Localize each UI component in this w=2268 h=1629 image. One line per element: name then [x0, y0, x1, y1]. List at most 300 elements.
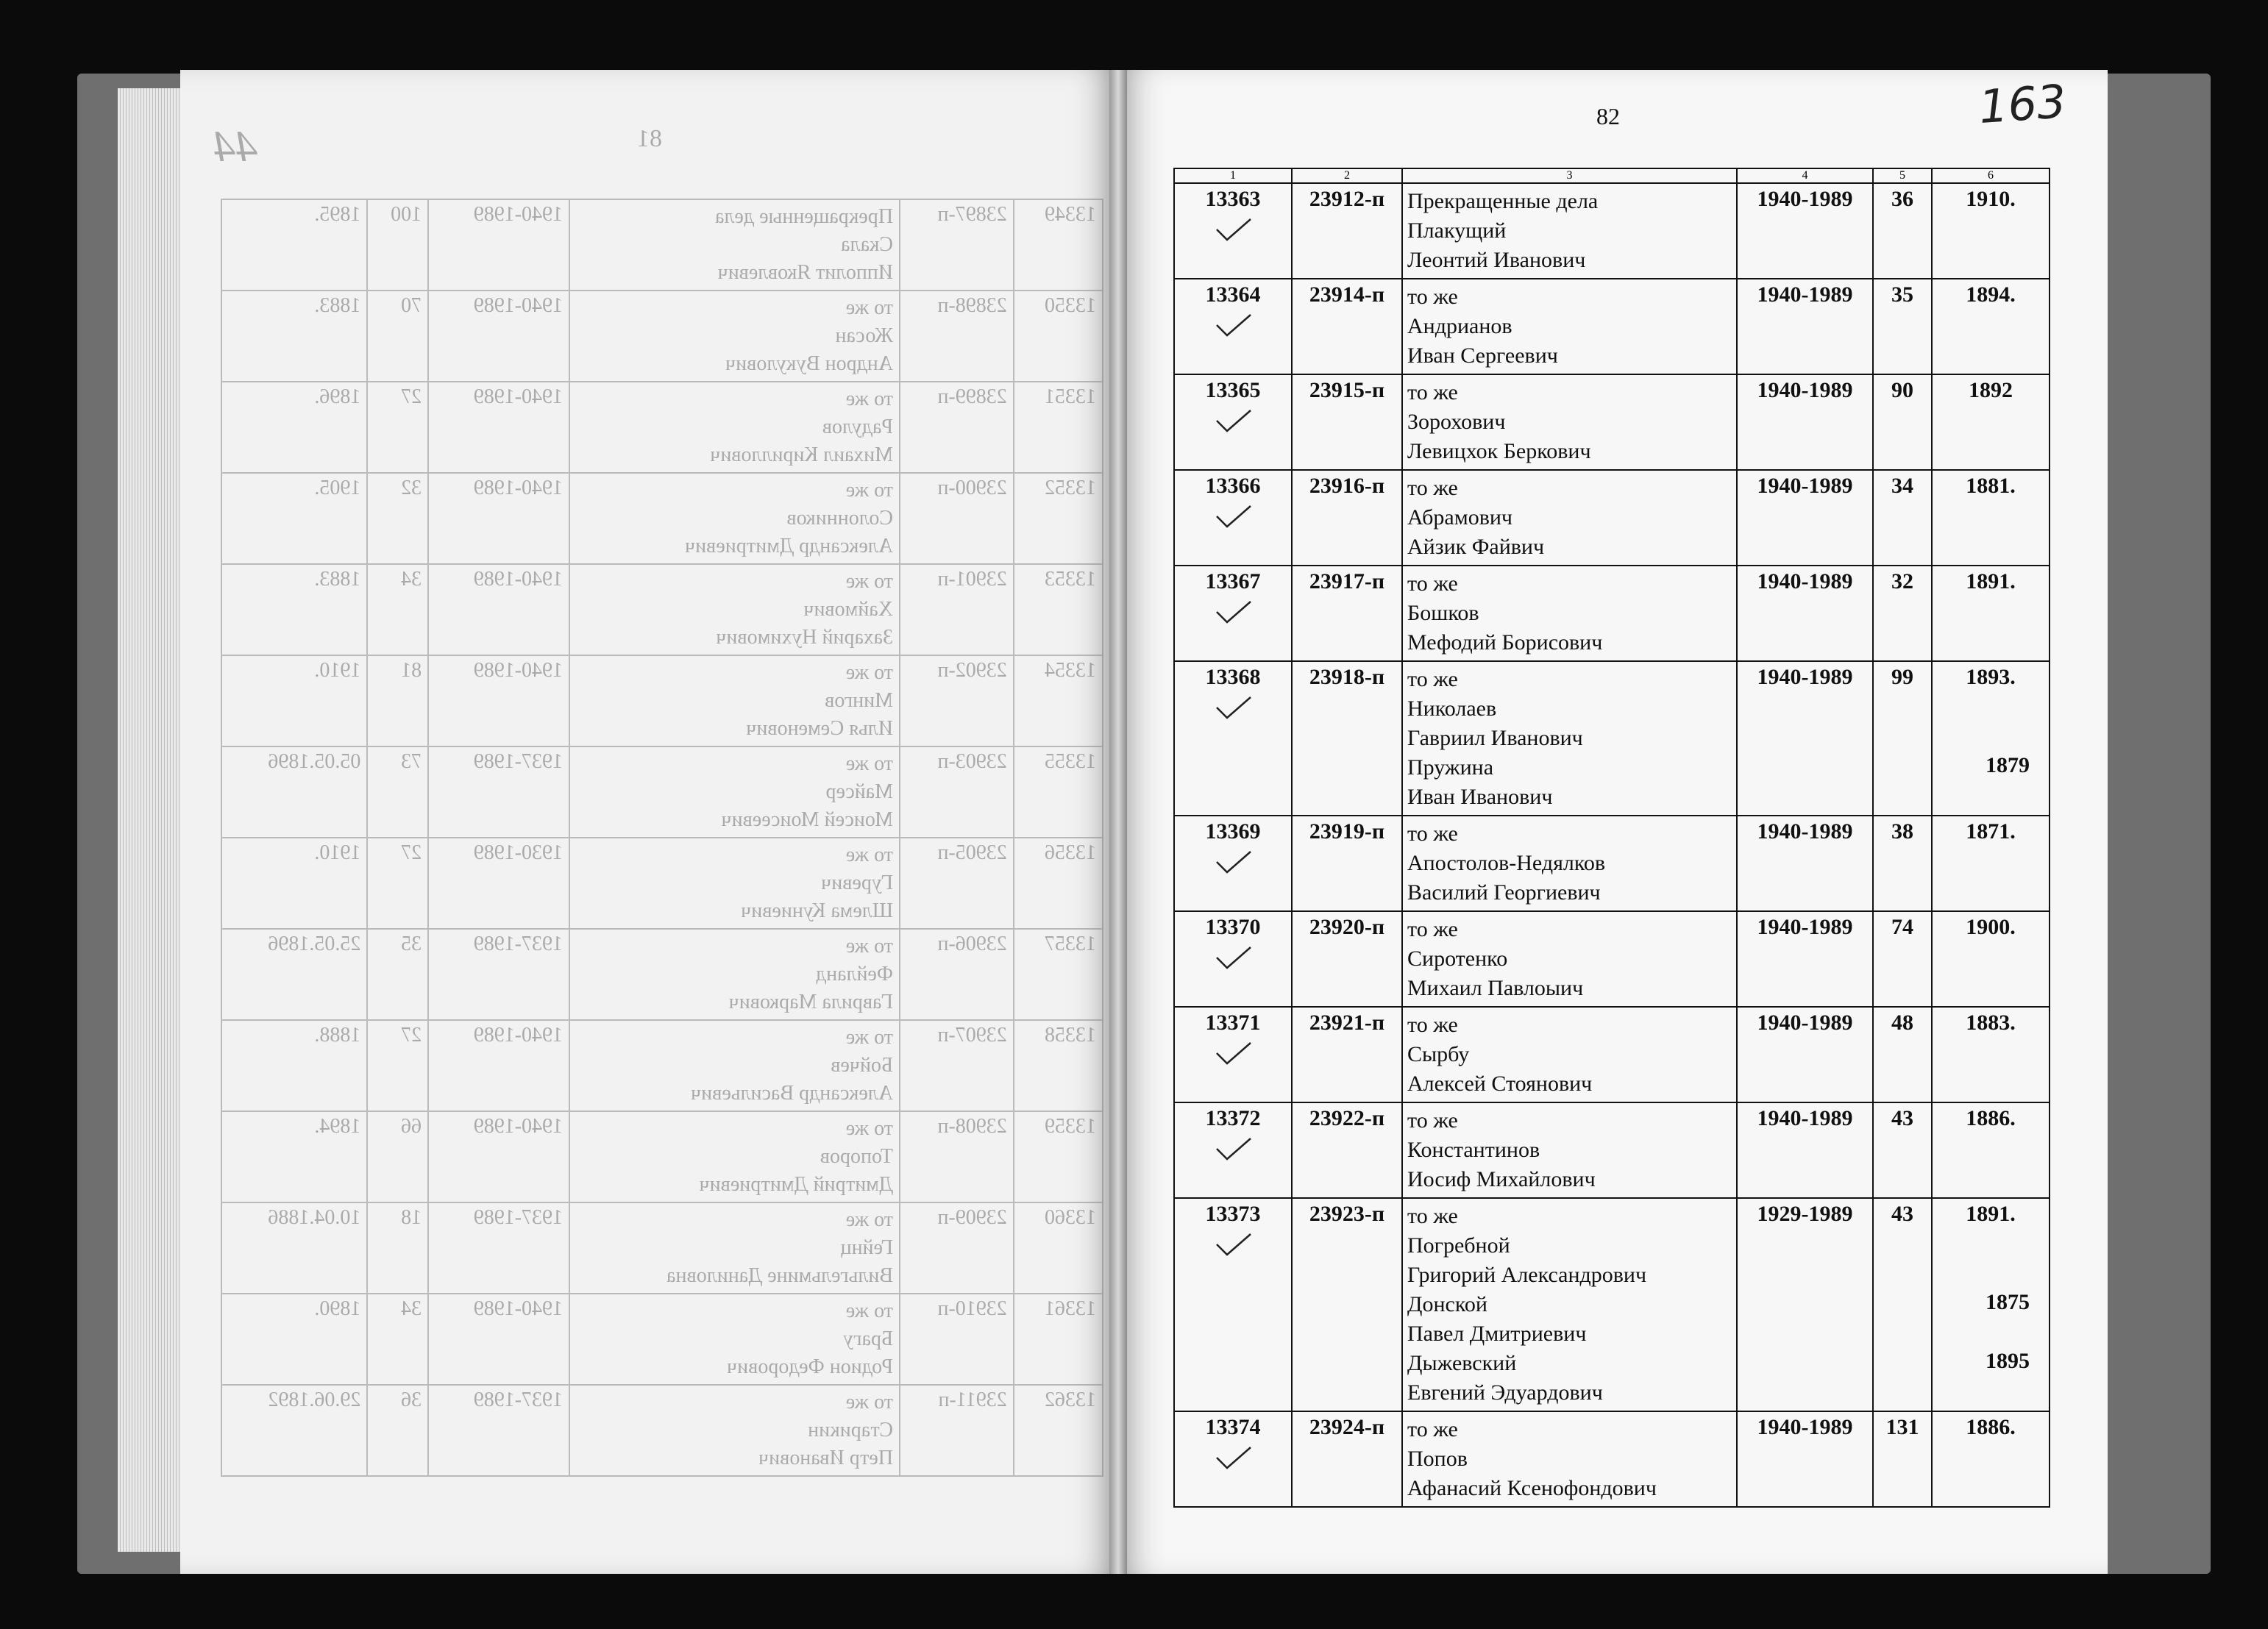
count-cell: 35: [1873, 279, 1932, 374]
ghost-count: 81: [367, 655, 428, 746]
ghost-record-number: 13356: [1014, 838, 1103, 929]
ghost-case-code: 23911-п: [900, 1385, 1014, 1476]
years-cell: 1940-1989: [1737, 566, 1873, 661]
ghost-name-line: то же: [845, 479, 894, 502]
name-line: Плакущий: [1407, 218, 1507, 243]
ghost-birth: 29.06.1892: [221, 1385, 367, 1476]
column-number-1: 1: [1174, 168, 1292, 183]
ghost-years: 1937-1989: [428, 929, 569, 1020]
years-cell: 1940-1989: [1737, 661, 1873, 816]
ghost-name-line: Дмитрий Дмитриевич: [699, 1173, 894, 1196]
ghost-name-line: Илья Семенович: [746, 717, 894, 740]
record-number-cell: [1174, 1007, 1292, 1102]
record-number: 13364: [1205, 282, 1261, 307]
name-line: Левицхок Беркович: [1407, 439, 1591, 463]
ghost-record-number: 13350: [1014, 290, 1103, 382]
name-line: Афанасий Ксенофондович: [1407, 1476, 1657, 1500]
ghost-row: [221, 1294, 1103, 1385]
ghost-record-number: 13359: [1014, 1111, 1103, 1202]
record-number: 13368: [1205, 665, 1261, 689]
register-table-container: [1173, 168, 2049, 1508]
ghost-name-line: Вильгельмине Даниловна: [666, 1264, 894, 1287]
ghost-count: 34: [367, 1294, 428, 1385]
case-code-cell: 23916-п: [1292, 470, 1402, 566]
table-row: [1174, 1007, 2050, 1102]
ghost-names: [569, 199, 900, 290]
checkmark-icon: [1211, 1136, 1255, 1162]
name-line: Айзик Файвич: [1407, 535, 1545, 559]
table-row: [1174, 566, 2050, 661]
ghost-case-code: 23902-п: [900, 655, 1014, 746]
birth-year: 1871.: [1966, 819, 2016, 844]
ghost-birth: 1883.: [221, 564, 367, 655]
ghost-birth: 05.05.1896: [221, 746, 367, 838]
column-number-2: 2: [1292, 168, 1402, 183]
ghost-record-number: 13362: [1014, 1385, 1103, 1476]
name-line: Абрамович: [1407, 505, 1513, 530]
ghost-record-number: 13353: [1014, 564, 1103, 655]
count-cell: 32: [1873, 566, 1932, 661]
ghost-name-line: то же: [845, 1026, 894, 1049]
name-line: то же: [1407, 1013, 1458, 1037]
ghost-record-number: 13357: [1014, 929, 1103, 1020]
ghost-count: 27: [367, 1020, 428, 1111]
years-cell: 1940-1989: [1737, 183, 1873, 279]
name-line: Мефодий Борисович: [1407, 630, 1603, 655]
ghost-birth: 1895.: [221, 199, 367, 290]
birth-year: 1881.: [1966, 474, 2016, 498]
checkmark-icon: [1211, 1231, 1255, 1258]
case-code-cell: 23918-п: [1292, 661, 1402, 816]
names-cell: [1402, 1102, 1737, 1198]
ghost-name-line: то же: [845, 844, 894, 866]
ghost-case-code: 23910-п: [900, 1294, 1014, 1385]
ghost-record-number: 13354: [1014, 655, 1103, 746]
years-cell: 1940-1989: [1737, 816, 1873, 911]
birth-year-cell: [1932, 661, 2050, 816]
ghost-names: [569, 564, 900, 655]
name-line: Андрианов: [1407, 314, 1512, 338]
case-code-cell: 23912-п: [1292, 183, 1402, 279]
ghost-record-number: 13352: [1014, 473, 1103, 564]
right-page-number: 82: [1596, 103, 1620, 129]
ghost-years: 1940-1989: [428, 1111, 569, 1202]
ghost-row: [221, 1111, 1103, 1202]
ghost-name-line: то же: [845, 1208, 894, 1231]
ghost-row: [221, 199, 1103, 290]
ghost-record-number: 13360: [1014, 1202, 1103, 1294]
left-page-bleedthrough: [199, 118, 1103, 1469]
ghost-count: 70: [367, 290, 428, 382]
record-number: 13371: [1205, 1010, 1261, 1035]
ghost-record-number: 13351: [1014, 382, 1103, 473]
ghost-row: [221, 290, 1103, 382]
case-code-cell: 23923-п: [1292, 1198, 1402, 1411]
name-line: то же: [1407, 476, 1458, 500]
record-number-cell: [1174, 1198, 1292, 1411]
name-line: то же: [1407, 285, 1458, 309]
record-number: 13374: [1205, 1415, 1261, 1439]
years-cell: 1940-1989: [1737, 374, 1873, 470]
name-line: то же: [1407, 821, 1458, 846]
ghost-birth: 1910.: [221, 838, 367, 929]
name-line: Гавриил Иванович: [1407, 726, 1583, 750]
ghost-name-line: Жосан: [835, 324, 894, 347]
ghost-case-code: 23908-п: [900, 1111, 1014, 1202]
years-cell: 1929-1989: [1737, 1198, 1873, 1411]
ghost-count: 36: [367, 1385, 428, 1476]
ghost-row: [221, 838, 1103, 929]
checkmark-icon: [1211, 599, 1255, 625]
ghost-name-line: Шлема Куниевич: [741, 899, 894, 922]
ghost-row: [221, 564, 1103, 655]
ghost-name-line: Родион Федорович: [727, 1355, 894, 1378]
names-cell: [1402, 1198, 1737, 1411]
ghost-name-line: то же: [845, 1391, 894, 1414]
ghost-name-line: Гуревич: [821, 871, 894, 894]
birth-year: 1891.: [1966, 569, 2016, 594]
ghost-name-line: Хаймович: [803, 598, 894, 621]
name-line: Дыжевский: [1407, 1351, 1517, 1375]
ghost-names: [569, 290, 900, 382]
ghost-case-code: 23905-п: [900, 838, 1014, 929]
years-cell: 1940-1989: [1737, 1102, 1873, 1198]
ghost-names: [569, 1202, 900, 1294]
record-number-cell: [1174, 661, 1292, 816]
ghost-name-line: Гейнц: [840, 1236, 894, 1259]
checkmark-icon: [1211, 1444, 1255, 1471]
case-code-cell: 23917-п: [1292, 566, 1402, 661]
checkmark-icon: [1211, 216, 1255, 243]
ghost-case-code: 23900-п: [900, 473, 1014, 564]
ghost-birth: 1894.: [221, 1111, 367, 1202]
ghost-name-line: Майсер: [825, 780, 894, 803]
table-row: [1174, 1411, 2050, 1507]
ghost-name-line: Радулов: [822, 416, 894, 438]
ghost-names: [569, 746, 900, 838]
name-line: Алексей Стоянович: [1407, 1072, 1593, 1096]
birth-year-cell: [1932, 1007, 2050, 1102]
table-row: [1174, 1198, 2050, 1411]
register-table: [1173, 168, 2050, 1508]
checkmark-icon: [1211, 1040, 1255, 1066]
ghost-names: [569, 1111, 900, 1202]
ghost-record-number: 13361: [1014, 1294, 1103, 1385]
ghost-row: [221, 655, 1103, 746]
record-number: 13373: [1205, 1202, 1261, 1226]
count-cell: 90: [1873, 374, 1932, 470]
ghost-case-code: 23903-п: [900, 746, 1014, 838]
birth-year-cell: [1932, 183, 2050, 279]
ghost-years: 1937-1989: [428, 1202, 569, 1294]
ghost-name-line: Александр Дмитриевич: [684, 535, 894, 557]
checkmark-icon: [1211, 849, 1255, 875]
ghost-years: 1937-1989: [428, 1385, 569, 1476]
names-cell: [1402, 1007, 1737, 1102]
column-number-4: 4: [1737, 168, 1873, 183]
record-number: 13365: [1205, 378, 1261, 402]
count-cell: 36: [1873, 183, 1932, 279]
record-number-cell: [1174, 374, 1292, 470]
names-cell: [1402, 1411, 1737, 1507]
birth-year: 1892: [1969, 378, 2013, 402]
ghost-row: [221, 1020, 1103, 1111]
checkmark-icon: [1211, 694, 1255, 721]
name-line: Михаил Павлоыич: [1407, 976, 1584, 1000]
ghost-case-code: 23901-п: [900, 564, 1014, 655]
ghost-years: 1940-1989: [428, 655, 569, 746]
ghost-years: 1940-1989: [428, 1020, 569, 1111]
ghost-count: 27: [367, 382, 428, 473]
names-cell: [1402, 816, 1737, 911]
ghost-name-line: то же: [845, 388, 894, 410]
name-line: Попов: [1407, 1447, 1468, 1471]
ghost-names: [569, 838, 900, 929]
ghost-years: 1940-1989: [428, 290, 569, 382]
name-line: то же: [1407, 571, 1458, 596]
record-number: 13372: [1205, 1106, 1261, 1130]
name-line: то же: [1407, 380, 1458, 404]
ghost-name-line: Фейланд: [815, 963, 894, 985]
record-number: 13363: [1205, 187, 1261, 211]
name-line: Павел Дмитриевич: [1407, 1322, 1587, 1346]
ghost-record-number: 13355: [1014, 746, 1103, 838]
folio-number: 163: [1977, 74, 2068, 135]
ghost-case-code: 23909-п: [900, 1202, 1014, 1294]
birth-year: 1893.: [1966, 665, 2016, 689]
count-cell: 43: [1873, 1198, 1932, 1411]
name-line: Сырбу: [1407, 1042, 1470, 1066]
ghost-name-line: Гаврила Маркович: [728, 991, 894, 1013]
ghost-count: 32: [367, 473, 428, 564]
ghost-years: 1940-1989: [428, 199, 569, 290]
ghost-birth: 1905.: [221, 473, 367, 564]
ghost-name-line: Александр Васильевич: [691, 1082, 894, 1105]
birth-year: 1886.: [1966, 1415, 2016, 1439]
case-code-cell: 23920-п: [1292, 911, 1402, 1007]
ghost-name-line: Топоров: [820, 1145, 894, 1168]
ghost-row: [221, 1385, 1103, 1476]
names-cell: [1402, 279, 1737, 374]
years-cell: 1940-1989: [1737, 911, 1873, 1007]
name-line: Леонтий Иванович: [1407, 248, 1586, 272]
record-number: 13367: [1205, 569, 1261, 594]
birth-year-cell: [1932, 470, 2050, 566]
name-line: Василий Георгиевич: [1407, 880, 1601, 905]
record-number-cell: [1174, 1411, 1292, 1507]
ghost-birth: 10.04.1886: [221, 1202, 367, 1294]
count-cell: 74: [1873, 911, 1932, 1007]
record-number-cell: [1174, 470, 1292, 566]
count-cell: 48: [1873, 1007, 1932, 1102]
birth-year-cell: [1932, 1198, 2050, 1411]
book-spine: [1109, 70, 1127, 1574]
case-code-cell: 23914-п: [1292, 279, 1402, 374]
record-number-cell: [1174, 183, 1292, 279]
birth-year: 1891.: [1966, 1202, 2016, 1226]
ghost-row: [221, 382, 1103, 473]
birth-year: 1883.: [1966, 1010, 2016, 1035]
case-code-cell: 23915-п: [1292, 374, 1402, 470]
record-number: 13366: [1205, 474, 1261, 498]
checkmark-icon: [1211, 503, 1255, 530]
ghost-years: 1937-1989: [428, 746, 569, 838]
ghost-names: [569, 1294, 900, 1385]
birth-year-cell: [1932, 374, 2050, 470]
ghost-count: 73: [367, 746, 428, 838]
ghost-name-line: то же: [845, 752, 894, 775]
ghost-name-line: Захарий Нухимович: [716, 626, 894, 649]
name-line: то же: [1407, 1204, 1458, 1228]
column-number-row: [1174, 168, 2050, 183]
count-cell: 38: [1873, 816, 1932, 911]
left-page-number: 81: [637, 125, 662, 152]
ghost-record-number: 13349: [1014, 199, 1103, 290]
ghost-count: 35: [367, 929, 428, 1020]
ghost-row: [221, 1202, 1103, 1294]
years-cell: 1940-1989: [1737, 1007, 1873, 1102]
birth-year-cell: [1932, 279, 2050, 374]
record-number-cell: [1174, 816, 1292, 911]
name-line: Донской: [1407, 1292, 1487, 1316]
case-code-cell: 23924-п: [1292, 1411, 1402, 1507]
ghost-name-line: то же: [845, 570, 894, 593]
ghost-case-code: 23907-п: [900, 1020, 1014, 1111]
name-line: Апостолов-Недялков: [1407, 851, 1606, 875]
name-line: Иван Иванович: [1407, 785, 1553, 809]
ghost-name-line: Скала: [841, 233, 894, 256]
record-number: 13369: [1205, 819, 1261, 844]
years-cell: 1940-1989: [1737, 279, 1873, 374]
ghost-years: 1940-1989: [428, 1294, 569, 1385]
birth-year-cell: [1932, 911, 2050, 1007]
birth-year-secondary: 1879: [1986, 753, 2030, 777]
birth-year: 1894.: [1966, 282, 2016, 307]
ghost-row: [221, 746, 1103, 838]
name-line: Константинов: [1407, 1138, 1540, 1162]
ghost-name-line: то же: [845, 1300, 894, 1322]
years-cell: 1940-1989: [1737, 470, 1873, 566]
ghost-count: 27: [367, 838, 428, 929]
ghost-names: [569, 655, 900, 746]
ghost-row: [221, 473, 1103, 564]
ghost-birth: 1890.: [221, 1294, 367, 1385]
ghost-name-line: Прекращенные дела: [715, 205, 894, 228]
name-line: Бошков: [1407, 601, 1479, 625]
column-number-5: 5: [1873, 168, 1932, 183]
birth-year: 1910.: [1966, 187, 2016, 211]
birth-year: 1900.: [1966, 915, 2016, 939]
ghost-names: [569, 1385, 900, 1476]
birth-year-secondary: 1875: [1986, 1290, 2030, 1314]
record-number-cell: [1174, 279, 1292, 374]
name-line: Сиротенко: [1407, 947, 1508, 971]
record-number-cell: [1174, 911, 1292, 1007]
count-cell: 131: [1873, 1411, 1932, 1507]
name-line: Иосиф Михайлович: [1407, 1167, 1596, 1191]
name-line: Григорий Александрович: [1407, 1263, 1647, 1287]
names-cell: [1402, 566, 1737, 661]
birth-year-tertiary: 1895: [1986, 1349, 2030, 1373]
ghost-names: [569, 473, 900, 564]
ghost-name-line: Солонников: [786, 507, 894, 530]
table-row: [1174, 911, 2050, 1007]
name-line: то же: [1407, 917, 1458, 941]
case-code-cell: 23921-п: [1292, 1007, 1402, 1102]
ghost-name-line: Андрон Вукулович: [725, 352, 894, 375]
ghost-birth: 1896.: [221, 382, 367, 473]
name-line: Пружина: [1407, 755, 1494, 780]
ghost-name-line: Мингов: [825, 689, 894, 712]
ghost-name-line: Старикин: [808, 1419, 894, 1441]
count-cell: 99: [1873, 661, 1932, 816]
checkmark-icon: [1211, 312, 1255, 338]
birth-year-cell: [1932, 1411, 2050, 1507]
column-number-3: 3: [1402, 168, 1737, 183]
ghost-name-line: Михаил Кириллович: [710, 443, 894, 466]
name-line: Иван Сергеевич: [1407, 343, 1558, 368]
ghost-name-line: то же: [845, 935, 894, 958]
ghost-name-line: Ипполит Яковлевич: [717, 261, 894, 284]
column-number-6: 6: [1932, 168, 2050, 183]
case-code-cell: 23919-п: [1292, 816, 1402, 911]
ghost-case-code: 23897-п: [900, 199, 1014, 290]
ghost-names: [569, 929, 900, 1020]
left-page-table: [221, 199, 1103, 1477]
table-row: [1174, 470, 2050, 566]
name-line: Прекращенные дела: [1407, 189, 1599, 213]
ghost-name-line: то же: [845, 296, 894, 319]
ghost-name-line: Моисей Моисеевич: [721, 808, 894, 831]
table-row: [1174, 279, 2050, 374]
ghost-count: 100: [367, 199, 428, 290]
birth-year-cell: [1932, 816, 2050, 911]
case-code-cell: 23922-п: [1292, 1102, 1402, 1198]
ghost-years: 1940-1989: [428, 473, 569, 564]
table-row: [1174, 1102, 2050, 1198]
ghost-names: [569, 1020, 900, 1111]
names-cell: [1402, 374, 1737, 470]
names-cell: [1402, 911, 1737, 1007]
table-row: [1174, 816, 2050, 911]
ghost-birth: 1883.: [221, 290, 367, 382]
name-line: Евгений Эдуардович: [1407, 1380, 1603, 1405]
record-number-cell: [1174, 1102, 1292, 1198]
table-row: [1174, 183, 2050, 279]
ghost-name-line: Брагу: [843, 1327, 894, 1350]
ghost-count: 66: [367, 1111, 428, 1202]
birth-year: 1886.: [1966, 1106, 2016, 1130]
ghost-case-code: 23906-п: [900, 929, 1014, 1020]
ghost-name-line: Петр Иванович: [758, 1447, 894, 1469]
name-line: то же: [1407, 667, 1458, 691]
birth-year-cell: [1932, 566, 2050, 661]
table-row: [1174, 661, 2050, 816]
ghost-count: 34: [367, 564, 428, 655]
ghost-names: [569, 382, 900, 473]
names-cell: [1402, 470, 1737, 566]
ghost-name-line: то же: [845, 661, 894, 684]
ghost-row: [221, 929, 1103, 1020]
ghost-count: 18: [367, 1202, 428, 1294]
ghost-years: 1940-1989: [428, 382, 569, 473]
count-cell: 43: [1873, 1102, 1932, 1198]
names-cell: [1402, 183, 1737, 279]
record-number: 13370: [1205, 915, 1261, 939]
count-cell: 34: [1873, 470, 1932, 566]
ghost-record-number: 13358: [1014, 1020, 1103, 1111]
name-line: то же: [1407, 1417, 1458, 1441]
